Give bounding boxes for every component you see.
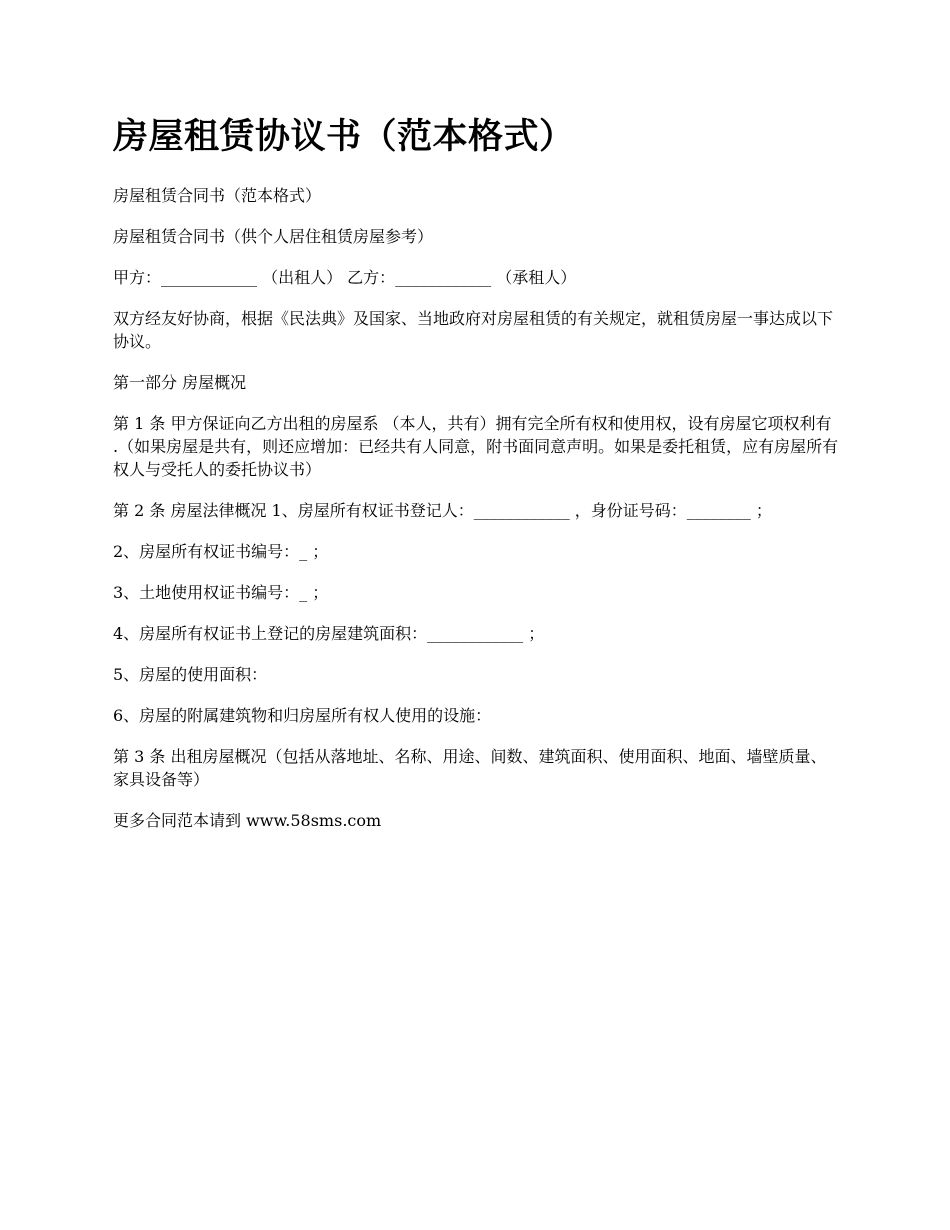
paragraph-article-3: 第 3 条 出租房屋概况（包括从落地址、名称、用途、间数、建筑面积、使用面积、地面、墙壁质量、家具设备等） xyxy=(113,747,827,789)
paragraph-preamble: 双方经友好协商，根据《民法典》及国家、当地政府对房屋租赁的有关规定，就租赁房屋一事达成以下协议。 xyxy=(113,309,834,351)
paragraph-article-1: 第 1 条 甲方保证向乙方出租的房屋系 （本人，共有）拥有完全所有权和使用权，设有房屋它项权利有 .（如果房屋是共有，则还应增加：已经共有人同意，附书面同意声明。如果是委托租赁，应有房屋所有权人与受托人的委托协议书） xyxy=(113,414,839,479)
paragraph-item-6: 6、房屋的附属建筑物和归房屋所有权人使用的设施： xyxy=(113,706,492,725)
document-title: 房屋租赁协议书（范本格式） xyxy=(113,116,575,157)
section-heading-part-one: 第一部分 房屋概况 xyxy=(113,373,247,392)
paragraph-contract-note: 房屋租赁合同书（供个人居住租赁房屋参考） xyxy=(113,227,434,246)
paragraph-subtitle: 房屋租赁合同书（范本格式） xyxy=(113,186,322,205)
paragraph-article-2: 第 2 条 房屋法律概况 1、房屋所有权证书登记人：____________ ，身份证号码：________ ； xyxy=(113,501,772,520)
paragraph-item-4: 4、房屋所有权证书上登记的房屋建筑面积：____________ ； xyxy=(113,624,545,643)
paragraph-item-2: 2、房屋所有权证书编号：_ ； xyxy=(113,542,329,561)
paragraph-item-5: 5、房屋的使用面积： xyxy=(113,665,268,684)
paragraph-footer-link: 更多合同范本请到 www.58sms.com xyxy=(113,811,382,830)
paragraph-item-3: 3、土地使用权证书编号：_ ； xyxy=(113,583,329,602)
paragraph-parties: 甲方：____________ （出租人） 乙方：____________ （承租人） xyxy=(113,268,577,287)
document-page xyxy=(113,112,841,850)
